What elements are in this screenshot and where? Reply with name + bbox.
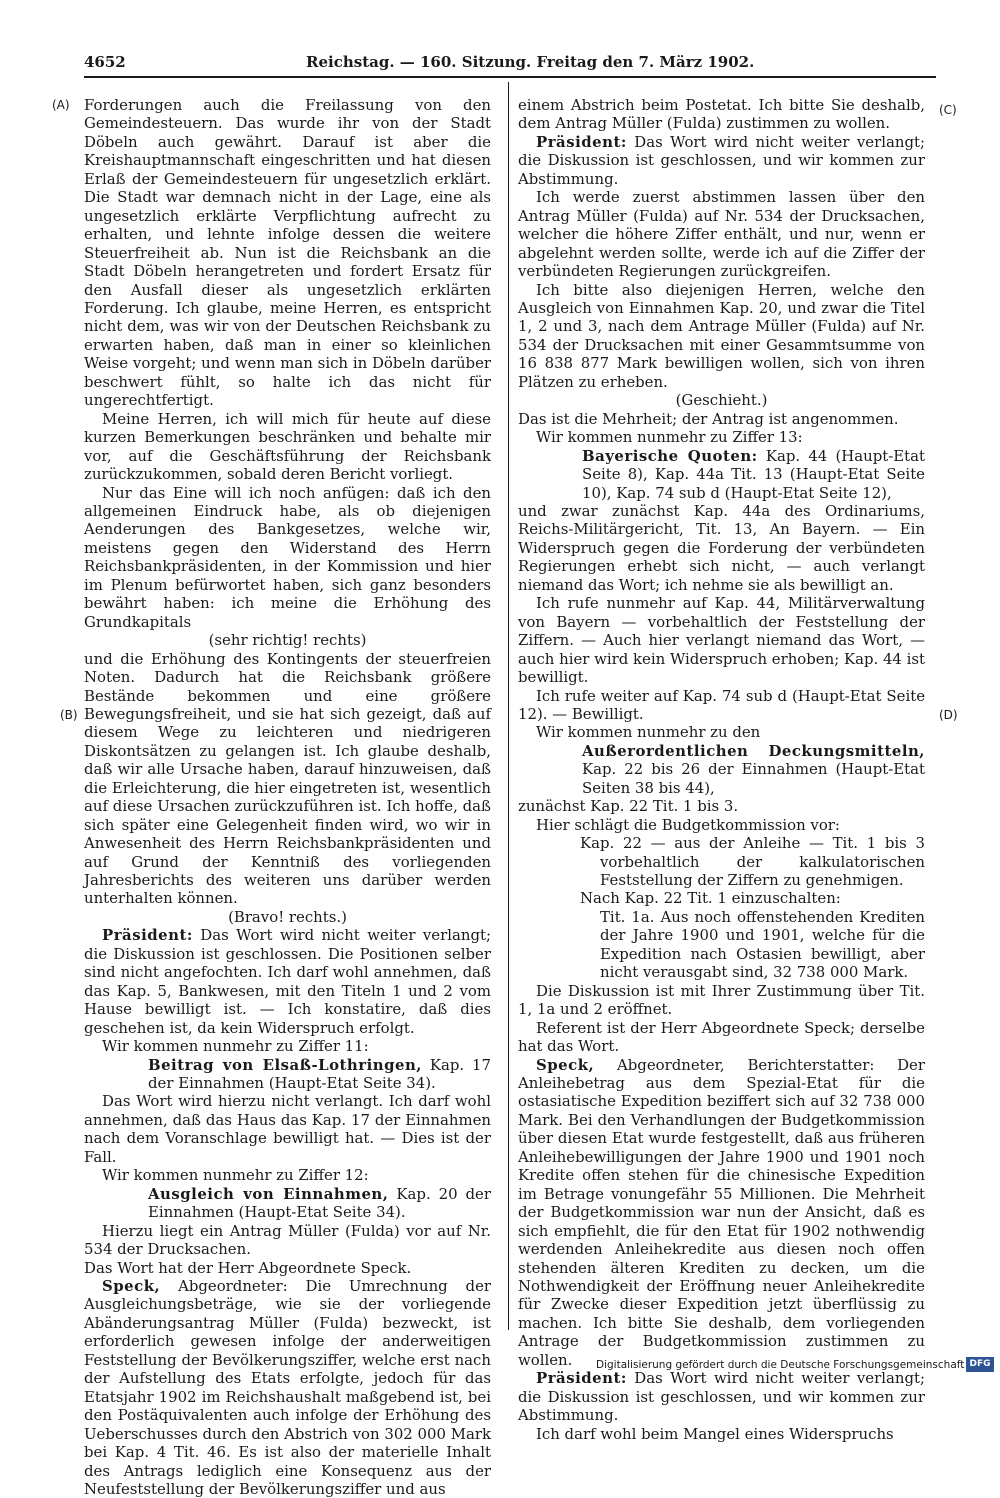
paragraph: Ich werde zuerst abstimmen lassen über den Antrag Müller (Fulda) auf Nr. 534 der Drucksachen, welcher die höhere Ziffer enthält, und nur, wenn er abgelehnt werden sollte, werde ich auf die Ziffer der verbündeten Regierungen zurückgreifen. [518,188,925,281]
right-column [518,96,925,1443]
margin-marker-c: (C) [939,103,957,117]
agenda-item [84,1056,491,1093]
speech-text: Das Wort wird nicht weiter verlangt; die Diskussion ist geschlossen, und wir kommen zur Abstimmung. [518,132,925,188]
agenda-reference: Kap. 22 bis 26 der Einnahmen (Haupt-Etat Seiten 38 bis 44), [582,760,925,797]
speech [84,926,491,1037]
paragraph: und zwar zunächst Kap. 44a des Ordinariums, Reichs-Militärgericht, Tit. 13, An Bayern. — Ein Widerspruch gegen die Forderung der verbündeten Regierungen erhebt sich nicht, — auch verlangt niemand das Wort; ich nehme sie als bewilligt an. [518,501,925,594]
speech [518,1369,925,1424]
proposal-item: Tit. 1a. Aus noch offenstehenden Krediten der Jahre 1900 und 1901, welche für die Expedition nach Ostasien bewilligt, aber nicht verausgabt sind, 32 738 000 Mark. [600,907,925,982]
page-number: 4652 [84,53,126,71]
paragraph: Ich darf wohl beim Mangel eines Widerspruchs [536,1424,894,1443]
proposal: Kap. 22 — aus der Anleihe — Tit. 1 bis 3 vorbehaltlich der kalkulatorischen Feststellung der Ziffern zu genehmigen. [580,834,925,890]
agenda-heading: Ausgleich von Einnahmen, [148,1184,389,1203]
paragraph: und die Erhöhung des Kontingents der steuerfreien Noten. Dadurch hat die Reichsbank größere Bestände bekommen und eine größere Bewegungsfreiheit, und sie hat sich gezeigt, daß auf diesem Wege zu leichteren und niedrigeren Diskontsätzen zu gelangen ist. Ich glaube deshalb, daß wir alle Ursache haben, darauf hinzuweisen, daß die Erleichterung, die hier eingetreten ist, wesentlich auf diese Ursachen zurückzuführen ist. Ich hoffe, daß sich später eine Gelegenheit finden wird, wo wir in Anwesenheit des Herrn Reichsbankpräsidenten und auf Grund der Kenntniß des vorliegenden Jahresberichts des weiteren uns darüber werden unterhalten können. [84,649,491,908]
paragraph: Das Wort wird hierzu nicht verlangt. Ich darf wohl annehmen, daß das Haus das Kap. 17 der Einnahmen nach dem Voranschlage bewilligt hat. — Dies ist der Fall. [84,1092,491,1166]
paragraph: Nur das Eine will ich noch anfügen: daß ich den allgemeinen Eindruck habe, als ob diejenigen Aenderungen des Bankgesetzes, welche wir, meistens gegen den Widerstand des Herrn Reichsbankpräsidenten, in der Kommission und hier im Plenum befürwortet haben, sich ganz besonders bewährt haben: ich meine die Erhöhung des Grundkapitals [84,483,491,631]
dfg-logo: DFG [966,1357,994,1372]
paragraph: Wir kommen nunmehr zu den [536,723,761,742]
column-divider [508,82,509,1330]
left-column [84,96,491,1498]
agenda-item [518,447,925,502]
running-head: Reichstag. — 160. Sitzung. Freitag den 7. März 1902. [306,53,755,71]
agenda-reference: Kap. 20 der Einnahmen (Haupt-Etat Seite 34). [148,1184,491,1222]
paragraph: Ich bitte also diejenigen Herren, welche den Ausgleich von Einnahmen Kap. 20, und zwar die Titel 1, 2 und 3, nach dem Antrage Müller (Fulda) auf Nr. 534 der Drucksachen mit einer Gesammtsumme von 16 838 877 Mark bewilligen wollen, sich von ihren Plätzen zu erheben. [518,280,925,391]
interjection: (sehr richtig! rechts) [208,631,367,650]
interjection: (Geschieht.) [675,391,768,410]
paragraph: Die Diskussion ist mit Ihrer Zustimmung über Tit. 1, 1a und 2 eröffnet. [518,981,925,1019]
agenda-heading: Außerordentlichen Deckungsmitteln, [582,741,925,760]
speech [518,133,925,188]
speaker-label: Präsident: [536,1369,627,1388]
paragraph: Das ist die Mehrheit; der Antrag ist angenommen. [518,409,899,428]
margin-marker-d: (D) [939,708,958,722]
header-rule [84,76,936,78]
agenda-item [84,1185,491,1222]
agenda-reference: Kap. 44 (Haupt-Etat Seite 8), Kap. 44a Tit. 13 (Haupt-Etat Seite 10), Kap. 74 sub d (Haupt-Etat Seite 12), [582,446,926,502]
paragraph: Hier schlägt die Budgetkommission vor: [536,815,840,834]
agenda-heading: Beitrag von Elsaß-Lothringen, [148,1055,422,1074]
paragraph: Wir kommen nunmehr zu Ziffer 11: [102,1037,369,1056]
paragraph: Referent ist der Herr Abgeordnete Speck; derselbe hat das Wort. [518,1018,925,1056]
margin-marker-a: (A) [52,98,70,112]
agenda-reference: Kap. 17 der Einnahmen (Haupt-Etat Seite 34). [148,1055,492,1093]
speech [518,1056,925,1370]
paragraph: Wir kommen nunmehr zu Ziffer 13: [536,428,803,447]
paragraph: Forderungen auch die Freilassung von den Gemeindesteuern. Das wurde ihr von der Stadt Döbeln auch gewährt. Darauf ist aber die Kreishauptmannschaft eingeschritten und hat diesen Erlaß der Gemeindesteuern für ungesetzlich erklärt. Die Stadt war demnach nicht in der Lage, eine als ungesetzlich erklärte Verpflichtung aufrecht zu erhalten, und lehnte infolge dessen die weitere Steuerfreiheit ab. Nun ist die Reichsbank an die Stadt Döbeln herangetreten und fordert Ersatz für den Ausfall dieser als ungesetzlich erklärten Forderung. Ich glaube, meine Herren, es entspricht nicht dem, was wir von der Deutschen Reichsbank zu erwarten haben, daß man in einer so kleinlichen Weise vorgeht; und wenn man sich in Döbeln darüber beschwert fühlt, so halte ich das nicht für ungerechtfertigt. [84,96,491,410]
speech-text: Abgeordneter, Berichterstatter: Der Anleihebetrag aus dem Spezial-Etat für die ostasiatische Expedition beziffert sich auf 32 738 000 Mark. Bei den Verhandlungen der Budgetkommission über diesen Etat wurde festgestellt, daß aus früheren Anleihebewilligungen der Jahre 1900 und 1901 noch Kredite offen stehen für die chinesische Expedition im Betrage vonungefähr 55 Millionen. Die Mehrheit der Budgetkommission war nun der Ansicht, daß es sich empfiehlt, die für den Etat für 1902 nothwendig werdenden Anleihekredite aus diesen noch offen stehenden älteren Krediten zu decken, um die Nothwendigkeit der Eröffnung neuer Anleihekredite für Zwecke dieser Expedition jetzt überflüssig zu machen. Ich bitte Sie deshalb, dem vorliegenden Antrage der Budgetkommission zustimmen zu wollen. [518,1055,925,1369]
speech-text: Abgeordneter: Die Umrechnung der Ausgleichungsbeträge, wie sie der vorliegende Abänderungsantrag Müller (Fulda) bezweckt, ist erforderlich gewesen infolge der anderweitigen Feststellung der Bevölkerungsziffer, welche erst nach der Aufstellung des Etats erfolgte, jedoch für das Etatsjahr 1902 im Reichshaushalt maßgebend ist, bei den Postäquivalenten auch infolge der Erhöhung des Ueberschusses durch den Abstrich von 302 000 Mark bei Kap. 4 Tit. 46. Es ist also der materielle Inhalt des Antrags lediglich eine Konsequenz aus der Neufeststellung der Bevölkerungsziffer und aus [84,1277,492,1498]
speech-text: Das Wort wird nicht weiter verlangt; die Diskussion ist geschlossen. Die Positionen selber sind nicht angefochten. Ich darf wohl annehmen, daß das Kap. 5, Bankwesen, mit den Titeln 1 und 2 vom Hause bewilligt ist. — Ich konstatire, daß dies geschehen ist, da kein Widerspruch erfolgt. [84,926,491,1037]
paragraph: einem Abstrich beim Postetat. Ich bitte Sie deshalb, dem Antrag Müller (Fulda) zustimmen zu wollen. [518,96,925,133]
speech [84,1277,491,1498]
agenda-heading: Bayerische Quoten: [582,446,758,465]
speaker-label: Speck, [536,1055,595,1074]
proposal: Nach Kap. 22 Tit. 1 einzuschalten: [580,889,841,908]
paragraph: zunächst Kap. 22 Tit. 1 bis 3. [518,797,739,816]
paragraph: Ich rufe weiter auf Kap. 74 sub d (Haupt-Etat Seite 12). — Bewilligt. [518,686,925,723]
paragraph: Das Wort hat der Herr Abgeordnete Speck. [84,1258,412,1277]
speaker-label: Präsident: [536,132,627,151]
interjection: (Bravo! rechts.) [228,907,347,926]
speaker-label: Speck, [102,1277,161,1295]
paragraph: Ich rufe nunmehr auf Kap. 44, Militärverwaltung von Bayern — vorbehaltlich der Feststellung der Ziffern. — Auch hier verlangt niemand das Wort, — auch hier wird kein Widerspruch erhoben; Kap. 44 ist bewilligt. [518,594,926,687]
margin-marker-b: (B) [60,708,78,722]
paragraph: Hierzu liegt ein Antrag Müller (Fulda) vor auf Nr. 534 der Drucksachen. [84,1221,491,1259]
speaker-label: Präsident: [102,926,193,945]
speech-text: Das Wort wird nicht weiter verlangt; die Diskussion ist geschlossen, und wir kommen zur Abstimmung. [518,1369,925,1425]
digitization-credit: Digitalisierung gefördert durch die Deutsche Forschungsgemeinschaft [596,1359,965,1371]
agenda-item [518,742,925,797]
paragraph: Wir kommen nunmehr zu Ziffer 12: [102,1166,369,1185]
paragraph: Meine Herren, ich will mich für heute auf diese kurzen Bemerkungen beschränken und behalte mir vor, auf die Geschäftsführung der Reichsbank zurückzukommen, sobald deren Bericht vorliegt. [84,409,491,484]
